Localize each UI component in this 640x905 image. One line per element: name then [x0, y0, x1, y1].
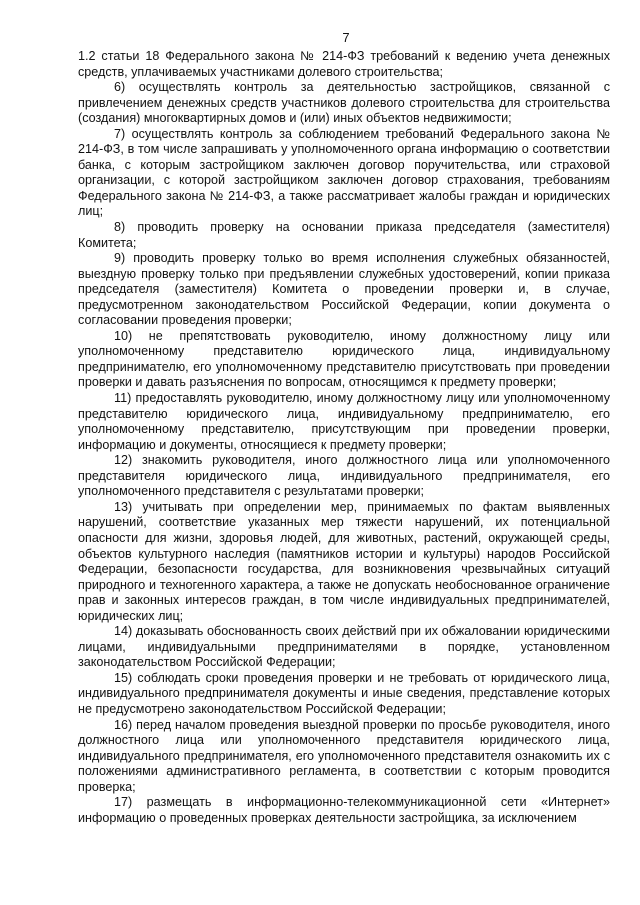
paragraph-item-10: 10) не препятствовать руководителю, иному должностному лицу или уполномоченному представителю юридического лица, индивидуальному предпринимателю, его уполномоченному представителю присутствовать при проведении проверки и давать разъяснения по вопросам, относящимся к предмету проверки; — [78, 328, 610, 390]
paragraph-item-14: 14) доказывать обоснованность своих действий при их обжаловании юридическими лицами, индивидуальными предпринимателями в порядке, установленном законодательством Российской Федерации; — [78, 624, 610, 670]
paragraph-item-9: 9) проводить проверку только во время исполнения служебных обязанностей, выездную проверку только при предъявлении служебных удостоверений, копии приказа председателя (заместителя) Комитета о проведении проверки и, в случае, предусмотренном законодательством Российской Федерации, копии документа о согласовании проведения проверки; — [78, 251, 610, 328]
paragraph-item-13: 13) учитывать при определении мер, принимаемых по фактам выявленных нарушений, соответствие указанных мер тяжести нарушений, их потенциальной опасности для жизни, здоровья людей, для животных, растений, окружающей среды, объектов культурного наследия (памятников истории и культуры) народов Российской Федерации, безопасности государства, для возникновения чрезвычайных ситуаций природного и техногенного характера, а также не допускать необоснованное ограничение прав и законных интересов граждан, в том числе индивидуальных предпринимателей, юридических лиц; — [78, 499, 610, 623]
paragraph-continuation: 1.2 статьи 18 Федерального закона № 214-ФЗ требований к ведению учета денежных средств, уплачиваемых участниками долевого строительства; — [78, 49, 610, 79]
paragraph-item-6: 6) осуществлять контроль за деятельностью застройщиков, связанной с привлечением денежных средств участников долевого строительства для строительства (создания) многоквартирных домов и (или) иных объектов недвижимости; — [78, 80, 610, 126]
paragraph-item-12: 12) знакомить руководителя, иного должностного лица или уполномоченного представителя юридического лица, индивидуального предпринимателя, его уполномоченного представителя с результатами проверки; — [78, 453, 610, 499]
paragraph-item-8: 8) проводить проверку на основании приказа председателя (заместителя) Комитета; — [78, 220, 610, 250]
paragraph-item-7: 7) осуществлять контроль за соблюдением требований Федерального закона № 214-ФЗ, в том числе запрашивать у уполномоченного органа информацию о соответствии банка, с которым застройщиком заключен договор поручительства, или страховой организации, с которой застройщиком заключен договор страхования, требованиям Федерального закона № 214-ФЗ, а также рассматривает жалобы граждан и юридических лиц; — [78, 126, 610, 219]
paragraph-item-17: 17) размещать в информационно-телекоммуникационной сети «Интернет» информацию о проведенных проверках деятельности застройщика, за исключением — [78, 795, 610, 825]
paragraph-item-11: 11) предоставлять руководителю, иному должностному лицу или уполномоченному представителю юридического лица, индивидуальному предпринимателю, его уполномоченному представителю, присутствующим при проведении проверки, информацию и документы, относящиеся к предмету проверки; — [78, 391, 610, 452]
paragraph-item-16: 16) перед началом проведения выездной проверки по просьбе руководителя, иного должностного лица или уполномоченного представителя юридического лица, индивидуального предпринимателя, его уполномоченного представителя ознакомить их с положениями административного регламента, в соответствии с которым проводится проверка; — [78, 717, 610, 794]
page-number: 7 — [342, 30, 350, 45]
paragraph-item-15: 15) соблюдать сроки проведения проверки и не требовать от юридического лица, индивидуального предпринимателя документы и иные сведения, представление которых не предусмотрено законодательством Российской Федерации; — [78, 670, 610, 716]
